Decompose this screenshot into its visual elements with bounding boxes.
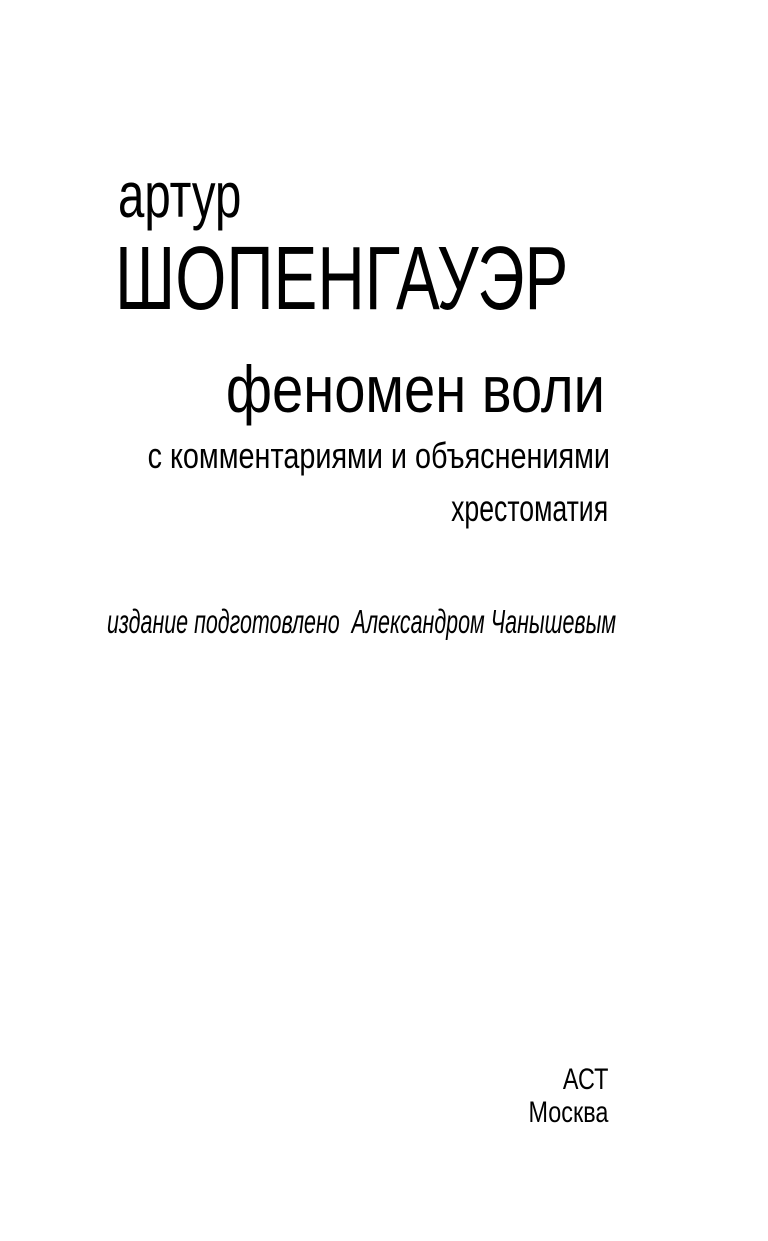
publisher-block [528,1063,608,1129]
publisher-city: Москва [528,1096,608,1129]
book-title: феномен воли [225,352,605,426]
edition-prepared-by-note: издание подготовлено Александром Чанышевым [107,603,617,640]
publisher-name: АСТ [562,1063,608,1096]
author-first-name: артур [118,159,242,231]
author-last-name: ШОПЕНГАУЭР [115,229,569,329]
book-genre-label: хрестоматия [450,488,608,529]
book-subtitle: с комментариями и объяснениями [147,435,610,476]
